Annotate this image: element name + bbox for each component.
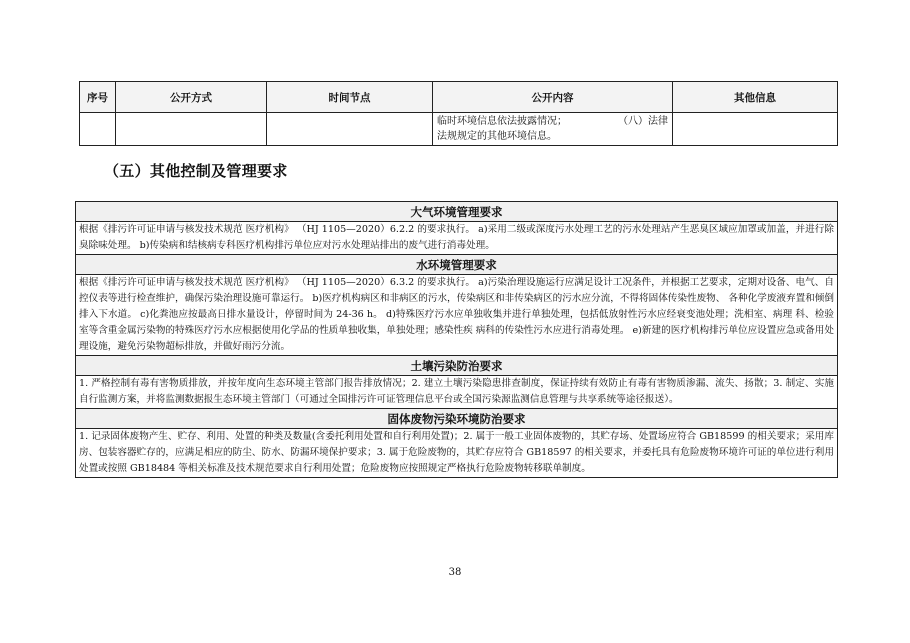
section-title: （五）其他控制及管理要求 <box>104 162 288 180</box>
air-requirements-row <box>76 222 838 255</box>
water-requirements-text: 根据《排污许可证申请与核发技术规范 医疗机构》 （HJ 1105—2020）6.3.2 的要求执行。 a)污染治理设施运行应满足设计工况条件，并根据工艺要求，定期对设备、电气、自控仪表等进行检查维护，确保污染治理设施可靠运行。 b)医疗机构病区和非病区的污水，传染病区和非传染病区的污水应分流，不得将固体传染性废物、 各种化学废液弃置和倾倒排入下水道。 c)化粪池应按最高日排水量设计，停留时间为 24-36 h。 d)特殊医疗污水应单独收集并进行单独处理，包括低放射性污水应经衰变池处理；洗相室、病理 科、检验室等含重金属污染物的特殊医疗污水应根据使用化学品的性质单独收集，单独处理；感染性疾 病科的传染性污水应进行消毒处理。 e)新建的医疗机构排污单位应设置应急或备用处理设施，避免污染物超标排放，并做好雨污分流。 <box>76 275 838 356</box>
cell-disclosure-method <box>116 113 267 146</box>
page-number: 38 <box>448 567 462 578</box>
header-serial-number: 序号 <box>80 82 116 113</box>
requirements-table <box>75 201 838 478</box>
header-other-info: 其他信息 <box>673 82 838 113</box>
air-requirements-text: 根据《排污许可证申请与核发技术规范 医疗机构》 （HJ 1105—2020）6.2.2 的要求执行。 a)采用二级或深度污水处理工艺的污水处理站产生恶臭区域应加罩或加盖，并进行除臭除味处理。 b)传染病和结核病专科医疗机构排污单位应对污水处理站排出的废气进行消毒处理。 <box>76 222 838 255</box>
water-requirements-row <box>76 275 838 356</box>
soil-requirements-text: 1. 严格控制有毒有害物质排放，并按年度向生态环境主管部门报告排放情况；2. 建立土壤污染隐患排查制度，保证持续有效防止有毒有害物质渗漏、流失、扬散；3. 制定、实施自行监测方案，并将监测数据报生态环境主管部门（可通过全国排污许可证管理信息平台或全国污染源监测信息管理与共享系统等途径报送）。 <box>76 376 838 409</box>
header-time-node: 时间节点 <box>267 82 433 113</box>
header-disclosure-method: 公开方式 <box>116 82 267 113</box>
disclosure-table <box>79 81 838 146</box>
solid-waste-requirements-text: 1. 记录固体废物产生、贮存、利用、处置的种类及数量(含委托利用处置和自行利用处置)；2. 属于一般工业固体废物的，其贮存场、处置场应符合 GB18599 的相关要求；采用库房、包装容器贮存的，应满足相应的防尘、防水、防漏环境保护要求；3. 属于危险废物的，其贮存应符合 GB18597 的相关要求，并委托具有危险废物环境许可证的单位进行利用处置或按照 GB18484 等相关标准及技术规范要求自行利用处置；危险废物应按照规定严格执行危险废物转移联单制度。 <box>76 429 838 478</box>
disclosure-table-header-row <box>80 82 838 113</box>
air-requirements-title: 大气环境管理要求 <box>76 202 838 222</box>
content-line-1-right: （八）法律 <box>618 116 668 127</box>
air-requirements-header <box>76 202 838 222</box>
soil-requirements-title: 土壤污染防治要求 <box>76 356 838 376</box>
header-disclosure-content: 公开内容 <box>433 82 673 113</box>
water-requirements-title: 水环境管理要求 <box>76 255 838 275</box>
cell-other-info <box>673 113 838 146</box>
solid-waste-requirements-row <box>76 429 838 478</box>
content-line-2: 法规规定的其他环境信息。 <box>437 131 557 142</box>
cell-disclosure-content <box>433 113 673 146</box>
water-requirements-header <box>76 255 838 275</box>
solid-waste-requirements-title: 固体废物污染环境防治要求 <box>76 409 838 429</box>
solid-waste-requirements-header <box>76 409 838 429</box>
soil-requirements-header <box>76 356 838 376</box>
content-line-1-left: 临时环境信息依法披露情况； <box>437 116 567 127</box>
table-row <box>80 113 838 146</box>
cell-time-node <box>267 113 433 146</box>
cell-serial-number <box>80 113 116 146</box>
soil-requirements-row <box>76 376 838 409</box>
